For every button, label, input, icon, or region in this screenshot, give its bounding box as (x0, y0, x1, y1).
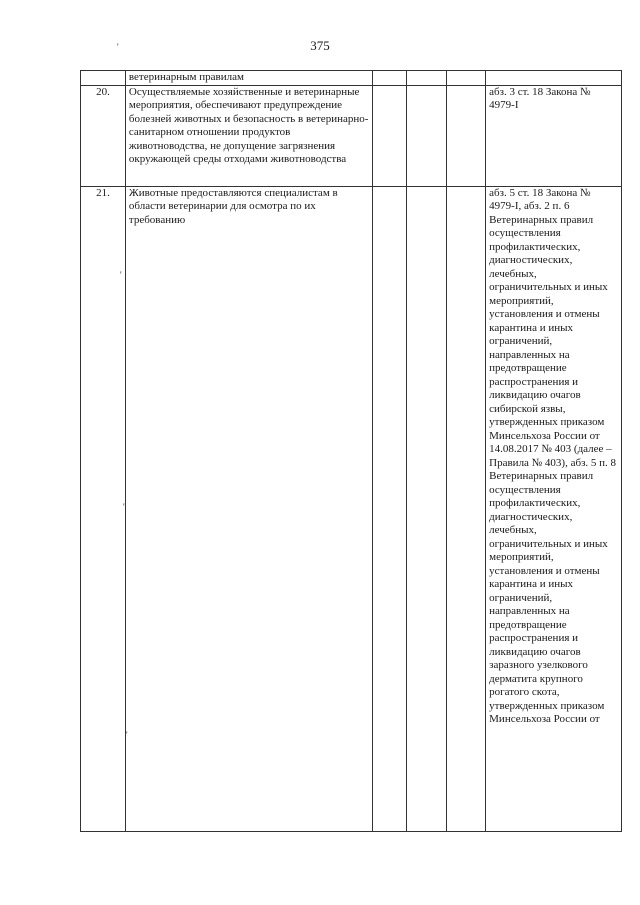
legal-reference: абз. 3 ст. 18 Закона № 4979-I (486, 85, 622, 186)
answer-cell (446, 186, 486, 831)
answer-cell (372, 186, 406, 831)
answer-cell (407, 186, 447, 831)
answer-cell (446, 71, 486, 86)
table-row (81, 85, 622, 186)
answer-cell (407, 71, 447, 86)
requirement-text: ветеринарным правилам (125, 71, 372, 86)
answer-cell (446, 85, 486, 186)
margin-mark: ' (126, 730, 128, 740)
answer-cell (407, 85, 447, 186)
requirements-table (80, 70, 622, 832)
row-number: 21. (81, 186, 126, 831)
requirement-text: Животные предоставляются специалистам в области ветеринарии для осмотра по их требованию (125, 186, 372, 831)
requirement-text: Осуществляемые хозяйственные и ветеринарные мероприятия, обеспечивают предупреждение болезней животных и безопасность в ветеринарно-санитарном отношении продуктов животноводства, не допущение загрязнения окружающей среды отходами животноводства (125, 85, 372, 186)
legal-reference: абз. 5 ст. 18 Закона № 4979-I, абз. 2 п. 6 Ветеринарных правил осуществления профилактических, диагностических, лечебных, ограничительных и иных мероприятий, установления и отмены карантина и иных ограничений, направленных на предотвращение распространения и ликвидацию очагов сибирской язвы, утвержденных приказом Минсельхоза России от 14.08.2017 № 403 (далее – Правила № 403), абз. 5 п. 8 Ветеринарных правил осуществления профилактических, диагностических, лечебных, ограничительных и иных мероприятий, установления и отмены карантина и иных ограничений, направленных на предотвращение распространения и ликвидацию очагов заразного узелкового дерматита крупного рогатого скота, утвержденных приказом Минсельхоза России от (486, 186, 622, 831)
margin-mark: ' (117, 42, 119, 52)
margin-mark: ' (120, 270, 122, 280)
legal-reference (486, 71, 622, 86)
table-row (81, 71, 622, 86)
answer-cell (372, 71, 406, 86)
table-row (81, 186, 622, 831)
row-number (81, 71, 126, 86)
row-number: 20. (81, 85, 126, 186)
margin-mark: ' (123, 502, 125, 512)
page-number: 375 (310, 38, 330, 53)
answer-cell (372, 85, 406, 186)
